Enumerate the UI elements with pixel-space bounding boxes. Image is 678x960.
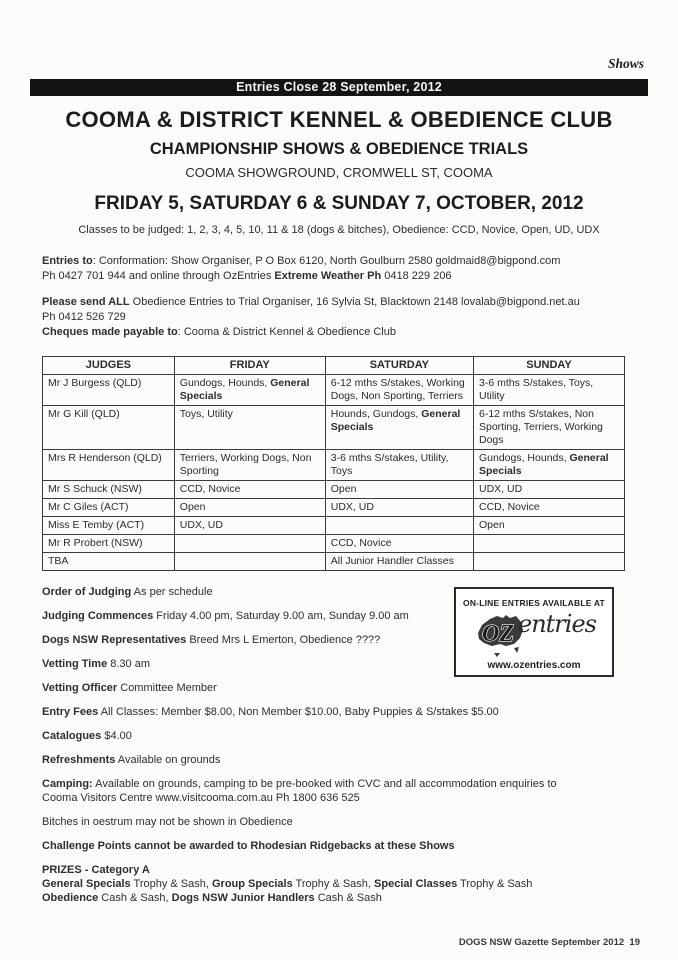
table-cell — [43, 499, 175, 517]
classes-line: Classes to be judged: 1, 2, 3, 4, 5, 10, 11 & 18 (dogs & bitches), Obedience: CCD, Novice, Open, UD, UDX — [78, 224, 600, 236]
table-cell — [43, 517, 175, 535]
text: Available on grounds — [115, 754, 221, 766]
table-cell — [473, 535, 624, 553]
text-line — [42, 254, 648, 269]
bold-text: Group Specials — [212, 878, 293, 890]
club-title: COOMA & DISTRICT KENNEL & OBEDIENCE CLUB — [65, 107, 613, 132]
text: CCD, Novice — [478, 501, 540, 513]
text: 3-6 mths S/stakes, Toys, Utility — [478, 377, 594, 402]
text: UDX, UD — [330, 501, 374, 513]
table-cell — [43, 553, 175, 571]
bold-text: General Specials — [42, 878, 131, 890]
table-cell — [325, 375, 473, 406]
bold-text: Challenge Points cannot be awarded to Rhodesian Ridgebacks at these Shows — [42, 840, 455, 852]
text: : Cooma & District Kennel & Obedience Club — [177, 326, 396, 338]
text-line — [42, 877, 648, 891]
text: Mrs R Henderson (QLD) — [48, 452, 162, 464]
bold-text: Refreshments — [42, 754, 116, 766]
text: Mr R Probert (NSW) — [48, 537, 143, 549]
table-row — [43, 499, 625, 517]
oz-logo-text: OZ — [482, 621, 514, 647]
text-line — [42, 729, 648, 743]
table-row — [43, 406, 625, 450]
table-cell — [325, 406, 473, 450]
text: Mr J Burgess (QLD) — [48, 377, 142, 389]
table-cell — [174, 517, 325, 535]
table-row — [43, 553, 625, 571]
text: Trophy & Sash, — [130, 878, 212, 890]
ozentries-url: www.ozentries.com — [487, 660, 581, 671]
text-line — [42, 815, 648, 829]
bold-text: PRIZES - Category A — [42, 864, 150, 876]
judges-table-header: FRIDAY — [174, 357, 325, 375]
table-cell — [43, 450, 175, 481]
show-dates: FRIDAY 5, SATURDAY 6 & SUNDAY 7, OCTOBER, 2012 — [94, 193, 584, 214]
entries-contact-block — [42, 254, 648, 340]
event-subtitle: CHAMPIONSHIP SHOWS & OBEDIENCE TRIALS — [149, 140, 529, 158]
entries-logo-text: entries — [518, 610, 596, 638]
judges-table-header: SUNDAY — [473, 357, 624, 375]
text: UDX, UD — [179, 519, 223, 531]
bold-text: Special Classes — [374, 878, 458, 890]
text: Hounds, Gundogs, — [330, 408, 422, 420]
judges-table-header-row — [43, 357, 625, 375]
table-cell — [473, 553, 624, 571]
text-line — [42, 269, 648, 284]
ozentries-heading: ON-LINE ENTRIES AVAILABLE AT — [463, 598, 605, 608]
text: Cash & Sash — [314, 892, 382, 904]
text-line — [42, 310, 648, 325]
table-row — [43, 517, 625, 535]
table-row — [43, 535, 625, 553]
bold-text: Catalogues — [42, 730, 102, 742]
text: Mr C Giles (ACT) — [48, 501, 129, 513]
table-cell — [473, 499, 624, 517]
text: Cash & Sash, — [98, 892, 172, 904]
text-line — [42, 325, 648, 340]
table-cell — [473, 481, 624, 499]
table-cell — [43, 481, 175, 499]
text: Terriers, Working Dogs, Non Sporting — [179, 452, 312, 477]
text: Gundogs, Hounds, — [179, 377, 271, 389]
table-cell — [174, 481, 325, 499]
bold-text: Obedience — [42, 892, 99, 904]
table-cell — [174, 406, 325, 450]
section-label: Shows — [607, 56, 644, 71]
text: Ph 0412 526 729 — [42, 311, 126, 323]
table-cell — [325, 481, 473, 499]
table-cell — [473, 517, 624, 535]
text: Open — [330, 483, 357, 495]
text-line — [42, 753, 648, 767]
text: Committee Member — [117, 682, 217, 694]
bold-text: Entry Fees — [42, 706, 99, 718]
text: UDX, UD — [478, 483, 523, 495]
table-cell — [325, 517, 473, 535]
text: All Junior Handler Classes — [330, 555, 454, 567]
bold-text: Camping: — [42, 778, 93, 790]
entries-close-banner: Entries Close 28 September, 2012 — [30, 79, 648, 96]
text-line — [42, 777, 648, 791]
table-cell — [43, 375, 175, 406]
table-cell — [43, 535, 175, 553]
text: TBA — [48, 555, 69, 567]
text: Toys, Utility — [179, 408, 233, 420]
bold-text: Dogs NSW Representatives — [42, 634, 187, 646]
ozentries-logo — [456, 611, 612, 657]
text: 6-12 mths S/stakes, Working Dogs, Non Sporting, Terriers — [330, 377, 465, 402]
bold-text: Vetting Officer — [42, 682, 118, 694]
bold-text: Order of Judging — [42, 586, 132, 598]
table-cell — [43, 406, 175, 450]
text: : Conformation: Show Organiser, P O Box 6120, North Goulburn 2580 goldmaid8@bigpond.com — [92, 255, 561, 267]
text: $4.00 — [101, 730, 132, 742]
bold-text: Judging Commences — [42, 610, 154, 622]
text: 0418 229 206 — [381, 270, 452, 282]
table-cell — [473, 406, 624, 450]
judges-table-header: SATURDAY — [325, 357, 473, 375]
judges-table — [42, 356, 625, 571]
bold-text: General Specials — [179, 377, 310, 402]
text: Ph 0427 701 944 and online through OzEntries — [42, 270, 275, 282]
text: 6-12 mths S/stakes, Non Sporting, Terriers, Working Dogs — [478, 408, 603, 446]
text: Open — [179, 501, 206, 513]
text: Trophy & Sash, — [292, 878, 375, 890]
text: 3-6 mths S/stakes, Utility, Toys — [330, 452, 449, 477]
text: 8.30 am — [107, 658, 151, 670]
text: Mr G Kill (QLD) — [48, 408, 120, 420]
text-line — [42, 295, 648, 310]
table-cell — [325, 553, 473, 571]
text: CCD, Novice — [179, 483, 241, 495]
table-row — [43, 450, 625, 481]
text: As per schedule — [131, 586, 213, 598]
text: Friday 4.00 pm, Saturday 9.00 am, Sunday 9.00 am — [153, 610, 409, 622]
table-cell — [174, 450, 325, 481]
text-line — [42, 839, 648, 853]
text: Available on grounds, camping to be pre-booked with CVC and all accommodation enquiries to — [92, 778, 557, 790]
text: Trophy & Sash — [457, 878, 533, 890]
judges-table-header: JUDGES — [43, 357, 175, 375]
text-line — [42, 681, 648, 695]
text: Cooma Visitors Centre www.visitcooma.com.au Ph 1800 636 525 — [42, 792, 360, 804]
table-cell — [174, 375, 325, 406]
text: Miss E Temby (ACT) — [48, 519, 145, 531]
table-row — [43, 481, 625, 499]
bold-text: Entries to — [42, 255, 93, 267]
text-line — [42, 863, 648, 877]
bold-text: Extreme Weather Ph — [274, 270, 382, 282]
text: Bitches in oestrum may not be shown in Obedience — [42, 816, 293, 828]
page-footer: DOGS NSW Gazette September 2012 19 — [458, 937, 640, 948]
text: Mr S Schuck (NSW) — [48, 483, 142, 495]
show-details-section — [42, 585, 648, 915]
bold-text: General Specials — [330, 408, 461, 433]
text: All Classes: Member $8.00, Non Member $10.00, Baby Puppies & S/stakes $5.00 — [98, 706, 499, 718]
text-line — [42, 791, 648, 805]
text: CCD, Novice — [330, 537, 392, 549]
table-cell — [174, 535, 325, 553]
table-cell — [174, 553, 325, 571]
table-cell — [473, 375, 624, 406]
table-cell — [325, 450, 473, 481]
text: Breed Mrs L Emerton, Obedience ???? — [186, 634, 381, 646]
table-cell — [174, 499, 325, 517]
bold-text: Please send ALL — [42, 296, 130, 308]
table-row — [43, 375, 625, 406]
venue-line: COOMA SHOWGROUND, CROMWELL ST, COOMA — [185, 165, 493, 180]
judges-table-body — [43, 375, 625, 571]
table-cell — [473, 450, 624, 481]
text-line — [42, 705, 648, 719]
text: Obedience Entries to Trial Organiser, 16 Sylvia St, Blacktown 2148 lovalab@bigpond.net.au — [129, 296, 580, 308]
bold-text: General Specials — [478, 452, 609, 477]
text-line — [42, 891, 648, 905]
table-cell — [325, 499, 473, 517]
bold-text: Vetting Time — [42, 658, 108, 670]
ozentries-box — [454, 587, 614, 677]
text: Open — [478, 519, 505, 531]
bold-text: Dogs NSW Junior Handlers — [171, 892, 315, 904]
bold-text: Cheques made payable to — [42, 326, 178, 338]
table-cell — [325, 535, 473, 553]
text: Gundogs, Hounds, — [478, 452, 570, 464]
